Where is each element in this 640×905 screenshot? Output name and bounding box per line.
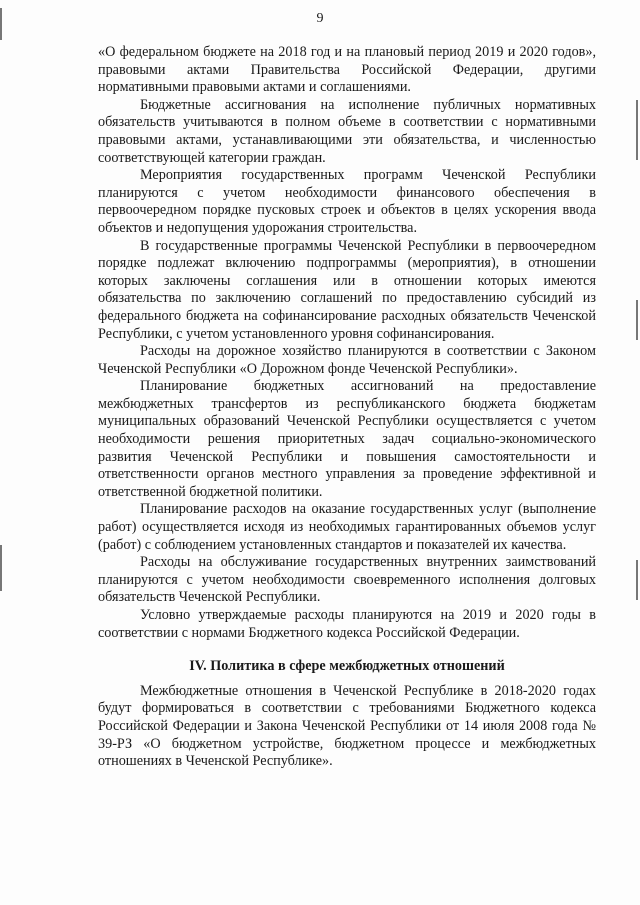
scan-edge-mark [636,560,638,600]
document-body [98,44,596,771]
page-number: 9 [316,11,324,26]
scan-edge-mark [0,545,2,591]
paragraph: Бюджетные ассигнования на исполнение публичных нормативных обязательств учитываются в полном объеме в соответствии с нормативными правовыми актами, устанавливающими эти обязательства, и численностью соответствующей категории граждан. [98,96,596,166]
paragraph: Расходы на дорожное хозяйство планируются в соответствии с Законом Чеченской Республики «О Дорожном фонде Чеченской Республики». [98,343,596,377]
section-heading: IV. Политика в сфере межбюджетных отношений [189,658,505,675]
paragraph: Планирование бюджетных ассигнований на предоставление межбюджетных трансфертов из республиканского бюджета бюджетам муниципальных образований Чеченской Республики осуществляется с учетом необходимости решения приоритетных задач социально-экономического развития Чеченской Республики и повышения самостоятельности и ответственности органов местного управления за проведение эффективной и ответственной бюджетной политики. [98,378,596,500]
scan-edge-mark [636,100,638,160]
paragraph: Планирование расходов на оказание государственных услуг (выполнение работ) осуществляется исходя из необходимых гарантированных объемов услуг (работ) с соблюдением установленных стандартов и показателей их качества. [98,501,596,553]
paragraph: Условно утверждаемые расходы планируются на 2019 и 2020 годы в соответствии с нормами Бюджетного кодекса Российской Федерации. [98,607,596,641]
scan-edge-mark [636,300,638,340]
paragraph: Межбюджетные отношения в Чеченской Республике в 2018-2020 годах будут формироваться в соответствии с требованиями Бюджетного кодекса Российской Федерации и Закона Чеченской Республики от 14 июля 2008 года № 39-РЗ «О бюджетном устройстве, бюджетном процессе и межбюджетных отношениях в Чеченской Республике». [98,682,596,770]
paragraph: В государственные программы Чеченской Республики в первоочередном порядке подлежат включению подпрограммы (мероприятия), в отношении которых заключены соглашения или в отношении которых имеются обязательства по заключению соглашений по предоставлению субсидий из федерального бюджета на софинансирование расходных обязательств Чеченской Республики, с учетом установленного уровня софинансирования. [98,237,596,342]
paragraph: «О федеральном бюджете на 2018 год и на плановый период 2019 и 2020 годов», правовыми актами Правительства Российской Федерации, другими нормативными правовыми актами и соглашениями. [98,44,596,96]
paragraph: Мероприятия государственных программ Чеченской Республики планируются с учетом необходимости финансового обеспечения в первоочередном порядке пусковых строек и объектов в целях ускорения ввода объектов и недопущения удорожания строительства. [98,167,596,236]
paragraph: Расходы на обслуживание государственных внутренних заимствований планируются с учетом необходимости своевременного исполнения долговых обязательств Чеченской Республики. [98,554,596,606]
